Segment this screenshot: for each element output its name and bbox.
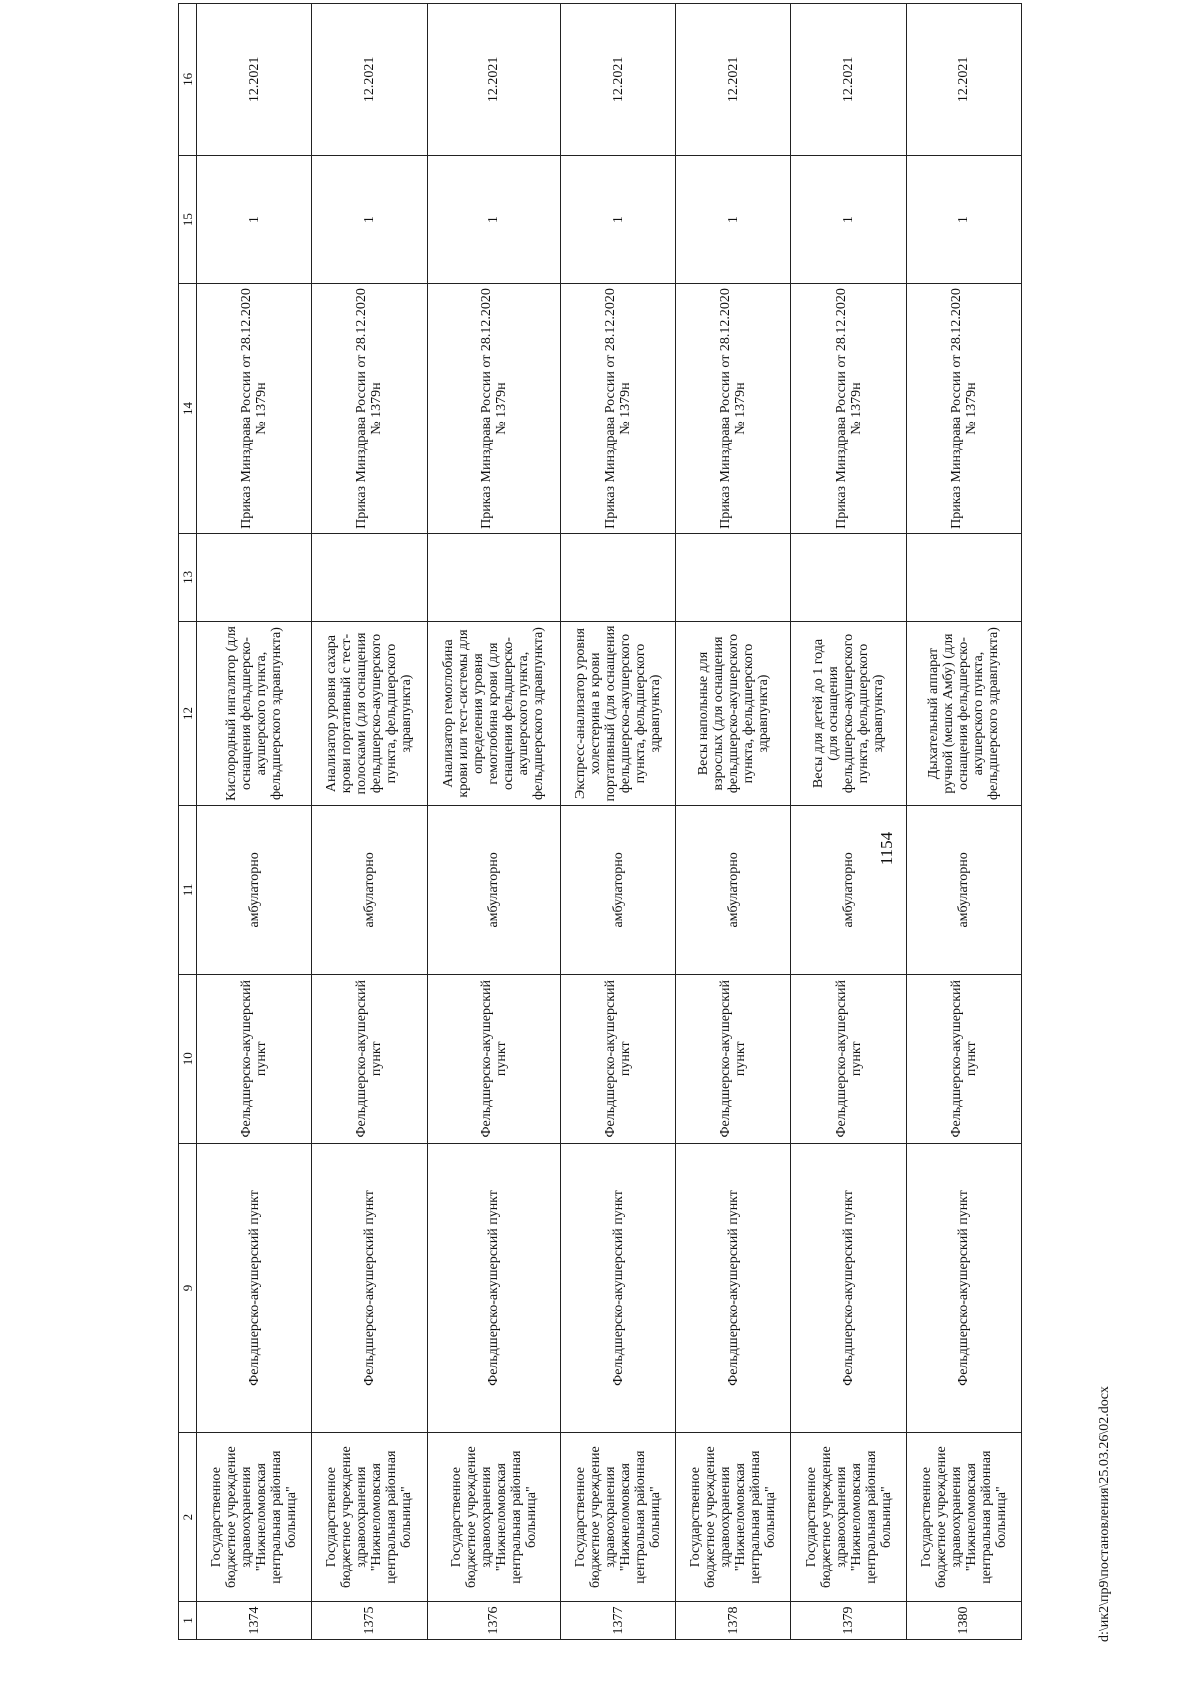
file-path-footer: d:\ик2\пр9\постановления\25.03.26\02.docx <box>1097 1386 1112 1642</box>
institution-cell: Государственное бюджетное учреждение здравоохранения "Нижнеломовская центральная районная больница" <box>676 1433 791 1602</box>
equipment-cell: Кислородный ингалятор (для оснащения фельдшерско-акушерского пункта, фельдшерского здравпункта) <box>197 622 312 806</box>
data-table <box>178 3 1022 1640</box>
conditions-cell: амбулаторно <box>312 805 427 974</box>
quantity-cell: 1 <box>560 155 675 284</box>
column-header: 2 <box>179 1433 197 1602</box>
table-row <box>197 4 312 1640</box>
quantity-cell: 1 <box>197 155 312 284</box>
column-header: 15 <box>179 155 197 284</box>
column-header: 11 <box>179 805 197 974</box>
conditions-cell: амбулаторно <box>676 805 791 974</box>
basis-cell: Приказ Минздрава России от 28.12.2020 № 1379н <box>312 284 427 533</box>
column-header: 10 <box>179 974 197 1143</box>
table-row <box>676 4 791 1640</box>
row-number: 1376 <box>427 1602 560 1640</box>
department-cell: Фельдшерско-акушерский пункт <box>427 974 560 1143</box>
subdivision-cell: Фельдшерско-акушерский пункт <box>197 1143 312 1433</box>
basis-cell: Приказ Минздрава России от 28.12.2020 № 1379н <box>906 284 1021 533</box>
empty-cell <box>676 533 791 621</box>
header-row <box>179 4 197 1640</box>
subdivision-cell: Фельдшерско-акушерский пункт <box>312 1143 427 1433</box>
equipment-cell: Весы напольные для взрослых (для оснащения фельдшерско-акушерского пункта, фельдшерского здравпункта) <box>676 622 791 806</box>
basis-cell: Приказ Минздрава России от 28.12.2020 № 1379н <box>791 284 906 533</box>
department-cell: Фельдшерско-акушерский пункт <box>906 974 1021 1143</box>
institution-cell: Государственное бюджетное учреждение здравоохранения "Нижнеломовская центральная районная больница" <box>197 1433 312 1602</box>
subdivision-cell: Фельдшерско-акушерский пункт <box>560 1143 675 1433</box>
conditions-cell: амбулаторно <box>906 805 1021 974</box>
date-cell: 12.2021 <box>312 4 427 156</box>
date-cell: 12.2021 <box>197 4 312 156</box>
column-header: 16 <box>179 4 197 156</box>
empty-cell <box>560 533 675 621</box>
document-page <box>5 0 1200 1697</box>
equipment-cell: Дыхательный аппарат ручной (мешок Амбу) (для оснащения фельдшерско-акушерского пункта, фельдшерского здравпункта) <box>906 622 1021 806</box>
conditions-cell: амбулаторно <box>791 805 906 974</box>
empty-cell <box>197 533 312 621</box>
table-row <box>791 4 906 1640</box>
empty-cell <box>906 533 1021 621</box>
quantity-cell: 1 <box>906 155 1021 284</box>
basis-cell: Приказ Минздрава России от 28.12.2020 № 1379н <box>560 284 675 533</box>
table-row <box>312 4 427 1640</box>
row-number: 1375 <box>312 1602 427 1640</box>
table-row <box>906 4 1021 1640</box>
conditions-cell: амбулаторно <box>427 805 560 974</box>
department-cell: Фельдшерско-акушерский пункт <box>676 974 791 1143</box>
quantity-cell: 1 <box>312 155 427 284</box>
basis-cell: Приказ Минздрава России от 28.12.2020 № 1379н <box>427 284 560 533</box>
equipment-cell: Анализатор гемоглобина крови или тест-системы для определения уровня гемоглобина крови (для оснащения фельдшерско-акушерского пункта, фельдшерского здравпункта) <box>427 622 560 806</box>
basis-cell: Приказ Минздрава России от 28.12.2020 № 1379н <box>676 284 791 533</box>
conditions-cell: амбулаторно <box>560 805 675 974</box>
date-cell: 12.2021 <box>427 4 560 156</box>
department-cell: Фельдшерско-акушерский пункт <box>791 974 906 1143</box>
row-number: 1374 <box>197 1602 312 1640</box>
subdivision-cell: Фельдшерско-акушерский пункт <box>427 1143 560 1433</box>
table-row <box>560 4 675 1640</box>
column-header: 13 <box>179 533 197 621</box>
quantity-cell: 1 <box>427 155 560 284</box>
department-cell: Фельдшерско-акушерский пункт <box>197 974 312 1143</box>
date-cell: 12.2021 <box>676 4 791 156</box>
institution-cell: Государственное бюджетное учреждение здравоохранения "Нижнеломовская центральная районная больница" <box>560 1433 675 1602</box>
date-cell: 12.2021 <box>791 4 906 156</box>
column-header: 9 <box>179 1143 197 1433</box>
equipment-cell: Весы для детей до 1 года (для оснащения фельдшерско-акушерского пункта, фельдшерского здравпункта) <box>791 622 906 806</box>
date-cell: 12.2021 <box>906 4 1021 156</box>
institution-cell: Государственное бюджетное учреждение здравоохранения "Нижнеломовская центральная районная больница" <box>312 1433 427 1602</box>
institution-cell: Государственное бюджетное учреждение здравоохранения "Нижнеломовская центральная районная больница" <box>791 1433 906 1602</box>
equipment-cell: Анализатор уровня сахара крови портативный с тест-полосками (для оснащения фельдшерско-акушерского пункта, фельдшерского здравпункта) <box>312 622 427 806</box>
column-header: 12 <box>179 622 197 806</box>
empty-cell <box>427 533 560 621</box>
quantity-cell: 1 <box>676 155 791 284</box>
institution-cell: Государственное бюджетное учреждение здравоохранения "Нижнеломовская центральная районная больница" <box>427 1433 560 1602</box>
department-cell: Фельдшерско-акушерский пункт <box>312 974 427 1143</box>
page-number: 1154 <box>877 831 896 866</box>
row-number: 1380 <box>906 1602 1021 1640</box>
column-header: 14 <box>179 284 197 533</box>
department-cell: Фельдшерско-акушерский пункт <box>560 974 675 1143</box>
basis-cell: Приказ Минздрава России от 28.12.2020 № 1379н <box>197 284 312 533</box>
conditions-cell: амбулаторно <box>197 805 312 974</box>
row-number: 1378 <box>676 1602 791 1640</box>
subdivision-cell: Фельдшерско-акушерский пункт <box>676 1143 791 1433</box>
empty-cell <box>791 533 906 621</box>
equipment-cell: Экспресс-анализатор уровня холестерина в крови портативный (для оснащения фельдшерско-акушерского пункта, фельдшерского здравпункта) <box>560 622 675 806</box>
column-header: 1 <box>179 1602 197 1640</box>
row-number: 1377 <box>560 1602 675 1640</box>
empty-cell <box>312 533 427 621</box>
table-row <box>427 4 560 1640</box>
subdivision-cell: Фельдшерско-акушерский пункт <box>791 1143 906 1433</box>
subdivision-cell: Фельдшерско-акушерский пункт <box>906 1143 1021 1433</box>
quantity-cell: 1 <box>791 155 906 284</box>
row-number: 1379 <box>791 1602 906 1640</box>
date-cell: 12.2021 <box>560 4 675 156</box>
institution-cell: Государственное бюджетное учреждение здравоохранения "Нижнеломовская центральная районная больница" <box>906 1433 1021 1602</box>
